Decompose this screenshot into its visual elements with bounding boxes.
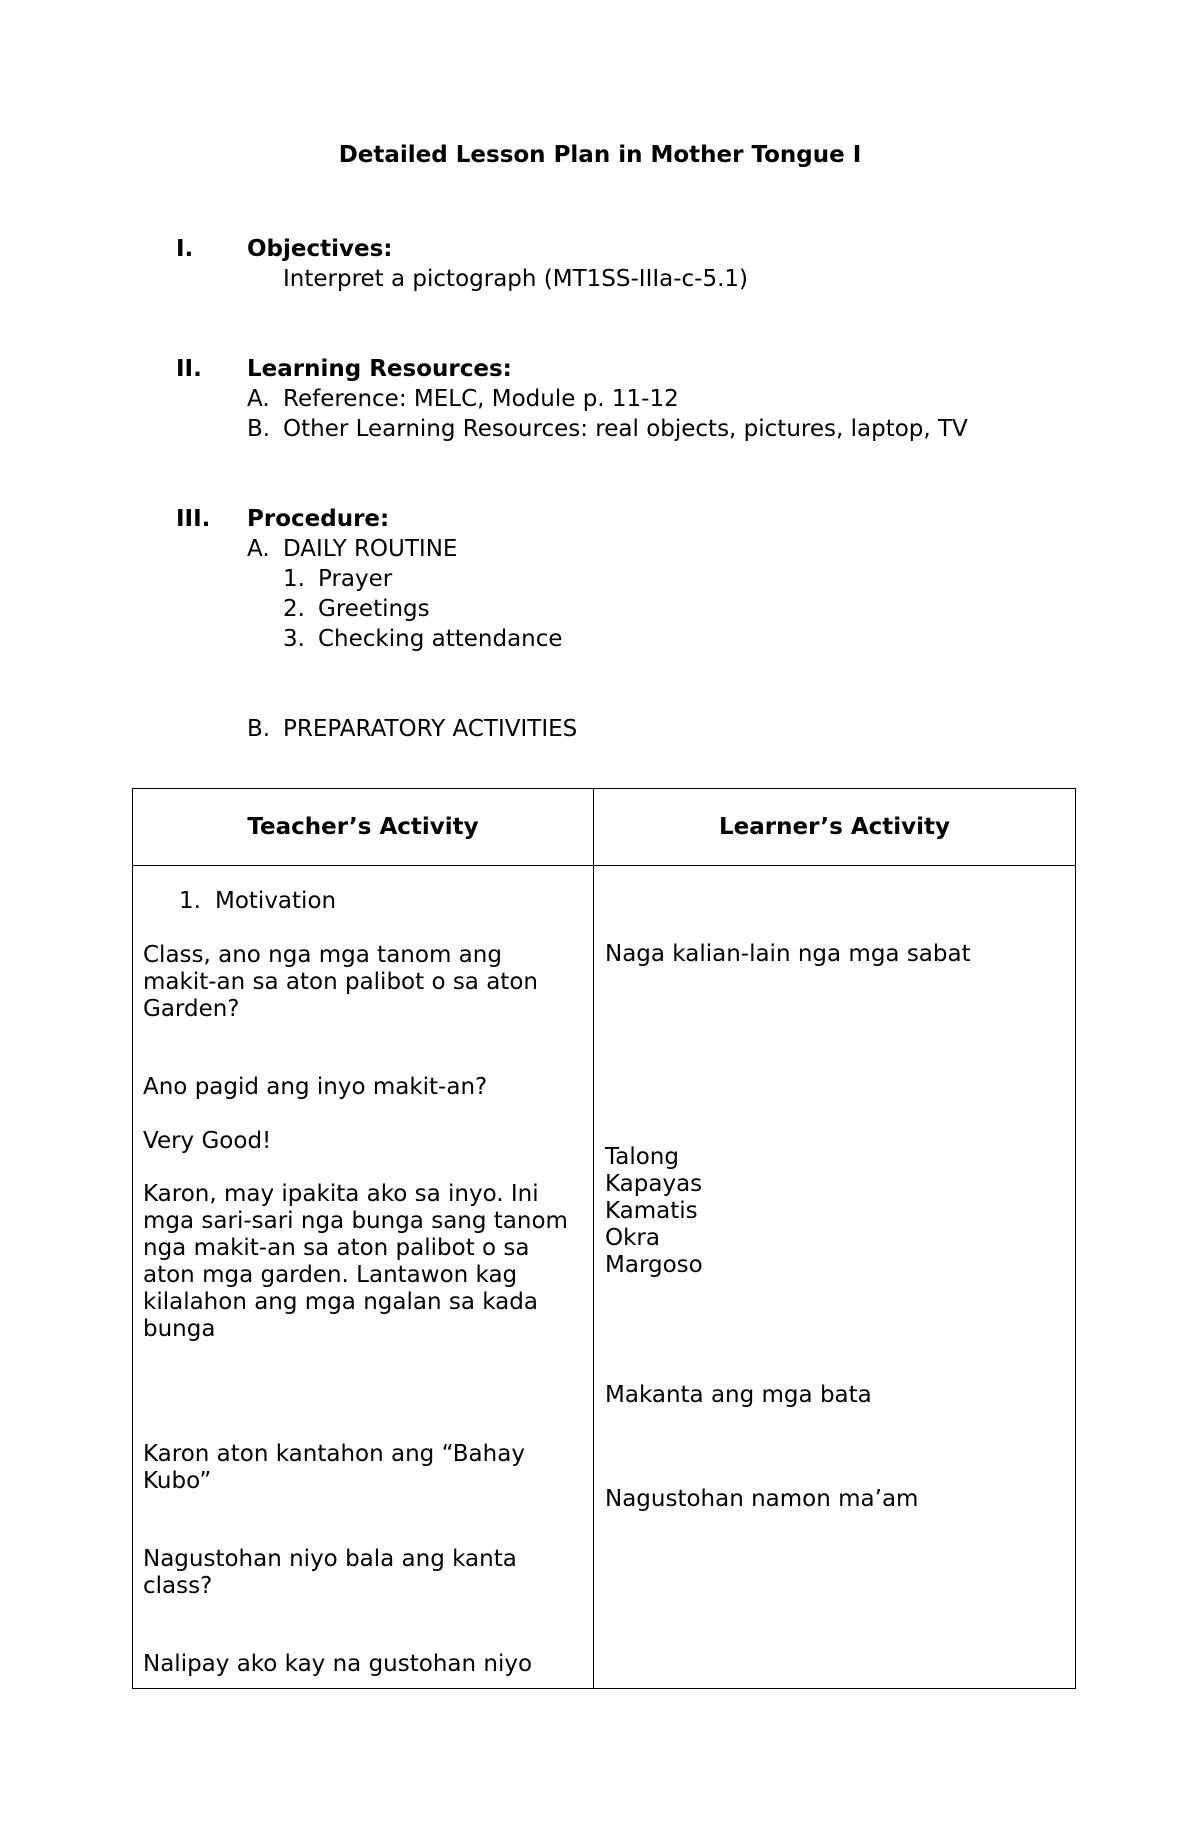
daily-routine-label: DAILY ROUTINE bbox=[283, 536, 458, 562]
teacher-show-line: bunga bbox=[143, 1316, 216, 1342]
teacher-liked-line: Nagustohan niyo bala ang kanta bbox=[143, 1546, 517, 1572]
teacher-show-line: kilalahon ang mga ngalan sa kada bbox=[143, 1289, 538, 1315]
teacher-question-line: Class, ano nga mga tanom ang bbox=[143, 942, 502, 968]
objective-text: Interpret a pictograph (MT1SS-IIIa-c-5.1) bbox=[283, 266, 749, 292]
learning-resources-heading: Learning Resources: bbox=[247, 356, 512, 382]
teacher-question-line: Garden? bbox=[143, 996, 240, 1022]
procedure-marker-a: A. bbox=[247, 536, 270, 562]
section-numeral-ii: II. bbox=[176, 356, 202, 382]
teacher-activity-cell bbox=[133, 866, 594, 1689]
learner-vegetable: Kapayas bbox=[605, 1171, 703, 1197]
section-numeral-i: I. bbox=[176, 236, 194, 262]
teacher-happy: Nalipay ako kay na gustohan niyo bbox=[143, 1651, 533, 1677]
learner-vegetable: Kamatis bbox=[605, 1198, 698, 1224]
teacher-question-2: Ano pagid ang inyo makit-an? bbox=[143, 1074, 488, 1100]
activity-table bbox=[132, 788, 1076, 1689]
procedure-marker-b: B. bbox=[247, 716, 271, 742]
teacher-liked-line: class? bbox=[143, 1573, 213, 1599]
preparatory-activities-label: PREPARATORY ACTIVITIES bbox=[283, 716, 578, 742]
teacher-show-line: nga makit-an sa aton palibot o sa bbox=[143, 1235, 530, 1261]
teacher-sing-line: Karon aton kantahon ang “Bahay bbox=[143, 1441, 525, 1467]
teacher-praise: Very Good! bbox=[143, 1128, 272, 1154]
objectives-heading: Objectives: bbox=[247, 236, 393, 262]
procedure-heading: Procedure: bbox=[247, 506, 390, 532]
routine-marker-1: 1. bbox=[283, 566, 305, 592]
resource-other: Other Learning Resources: real objects, pictures, laptop, TV bbox=[283, 416, 968, 442]
routine-marker-3: 3. bbox=[283, 626, 305, 652]
resource-marker-b: B. bbox=[247, 416, 271, 442]
learner-vegetable: Okra bbox=[605, 1225, 660, 1251]
learner-activity-header: Learner’s Activity bbox=[594, 789, 1076, 866]
table-row bbox=[133, 866, 1076, 1689]
routine-greetings: Greetings bbox=[318, 596, 430, 622]
motivation-marker: 1. bbox=[179, 888, 201, 914]
teacher-show-line: Karon, may ipakita ako sa inyo. Ini bbox=[143, 1181, 539, 1207]
learner-answer-1: Naga kalian-lain nga mga sabat bbox=[605, 941, 971, 967]
learner-vegetable: Talong bbox=[605, 1144, 679, 1170]
teacher-show-line: mga sari-sari nga bunga sang tanom bbox=[143, 1208, 568, 1234]
teacher-sing-line: Kubo” bbox=[143, 1468, 212, 1494]
teacher-question-line: makit-an sa aton palibot o sa aton bbox=[143, 969, 538, 995]
teacher-show-line: aton mga garden. Lantawon kag bbox=[143, 1262, 518, 1288]
routine-marker-2: 2. bbox=[283, 596, 305, 622]
motivation-label: Motivation bbox=[215, 888, 337, 914]
learner-vegetable: Margoso bbox=[605, 1252, 703, 1278]
section-numeral-iii: III. bbox=[176, 506, 211, 532]
teacher-activity-header: Teacher’s Activity bbox=[133, 789, 594, 866]
page-title: Detailed Lesson Plan in Mother Tongue I bbox=[338, 142, 862, 168]
learner-answer-3: Makanta ang mga bata bbox=[605, 1382, 872, 1408]
learner-answer-4: Nagustohan namon ma’am bbox=[605, 1486, 919, 1512]
routine-prayer: Prayer bbox=[318, 566, 393, 592]
table-header-row bbox=[133, 789, 1076, 866]
routine-attendance: Checking attendance bbox=[318, 626, 563, 652]
learner-activity-cell bbox=[594, 866, 1076, 1689]
resource-marker-a: A. bbox=[247, 386, 270, 412]
resource-reference: Reference: MELC, Module p. 11-12 bbox=[283, 386, 679, 412]
